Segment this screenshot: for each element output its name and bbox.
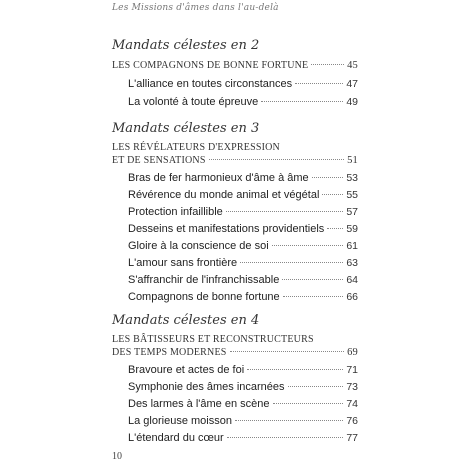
page-number: 63 [346,257,358,269]
page-number: 55 [346,189,358,201]
toc-entry [128,240,358,252]
toc-entry [128,96,358,108]
toc-entry [128,291,358,303]
running-head: Les Missions d'âmes dans l'au-delà [112,3,279,13]
entry-label: Bras de fer harmonieux d'âme à âme [128,172,309,184]
dot-leader [226,211,344,212]
entry-label: Protection infaillible [128,206,223,218]
dot-leader [209,159,345,160]
dot-leader [240,262,343,263]
entry-label: Desseins et manifestations providentiels [128,223,325,235]
dot-leader [282,279,343,280]
page-number: 69 [347,347,358,358]
dot-leader [272,245,344,246]
chapter-title-continued [112,155,358,166]
toc-entry [128,415,358,427]
toc-entry [128,432,358,444]
toc-entry [128,381,358,393]
chapter-title-continued [112,347,358,358]
dot-leader [247,369,343,370]
entry-label: La glorieuse moisson [128,415,232,427]
entry-label: Bravoure et actes de foi [128,364,245,376]
chapter-title-line: LES RÉVÉLATEURS D'EXPRESSION [112,142,280,153]
dot-leader [261,101,343,102]
page-number: 77 [346,432,358,444]
chapter-title-line: DES TEMPS MODERNES [112,347,227,358]
page-number: 51 [347,155,358,166]
dot-leader [312,177,344,178]
page-number: 53 [346,172,358,184]
entry-label: S'affranchir de l'infranchissable [128,274,280,286]
entry-label: L'étendard du cœur [128,432,224,444]
entry-label: Gloire à la conscience de soi [128,240,269,252]
section-heading: Mandats célestes en 3 [112,121,260,136]
page-number: 59 [346,223,358,235]
chapter-title [112,334,358,345]
page-number: 45 [347,60,358,71]
toc-entry [128,398,358,410]
toc-entry [128,189,358,201]
dot-leader [283,296,344,297]
page-number: 76 [346,415,358,427]
dot-leader [227,437,344,438]
toc-entry [128,257,358,269]
chapter-title-line: LES BÂTISSEURS ET RECONSTRUCTEURS [112,334,314,345]
chapter-title [112,60,358,71]
toc-entry [128,172,358,184]
dot-leader [311,64,344,65]
page-number: 66 [346,291,358,303]
dot-leader [235,420,343,421]
entry-label: La volonté à toute épreuve [128,96,259,108]
dot-leader [230,351,345,352]
entry-label: Compagnons de bonne fortune [128,291,280,303]
toc-entry [128,364,358,376]
dot-leader [273,403,344,404]
chapter-title-line: ET DE SENSATIONS [112,155,206,166]
toc-entry [128,78,358,90]
toc-entry [128,206,358,218]
section-heading: Mandats célestes en 4 [112,313,260,328]
section-heading: Mandats célestes en 2 [112,38,260,53]
toc-entry [128,274,358,286]
toc-entry [128,223,358,235]
chapter-title [112,142,358,153]
entry-label: Des larmes à l'âme en scène [128,398,270,410]
page-number: 61 [346,240,358,252]
page-number: 49 [346,96,358,108]
page-number: 73 [346,381,358,393]
entry-label: Symphonie des âmes incarnées [128,381,285,393]
dot-leader [295,83,343,84]
page-number: 71 [346,364,358,376]
entry-label: L'alliance en toutes circonstances [128,78,293,90]
page-number: 74 [346,398,358,410]
entry-label: Révérence du monde animal et végétal [128,189,320,201]
chapter-title-line: LES COMPAGNONS DE BONNE FORTUNE [112,60,309,71]
dot-leader [322,194,343,195]
entry-label: L'amour sans frontière [128,257,238,269]
dot-leader [288,386,344,387]
page-number: 47 [346,78,358,90]
page-number: 57 [346,206,358,218]
page-number: 64 [346,274,358,286]
page-folio: 10 [112,451,122,462]
dot-leader [327,228,343,229]
